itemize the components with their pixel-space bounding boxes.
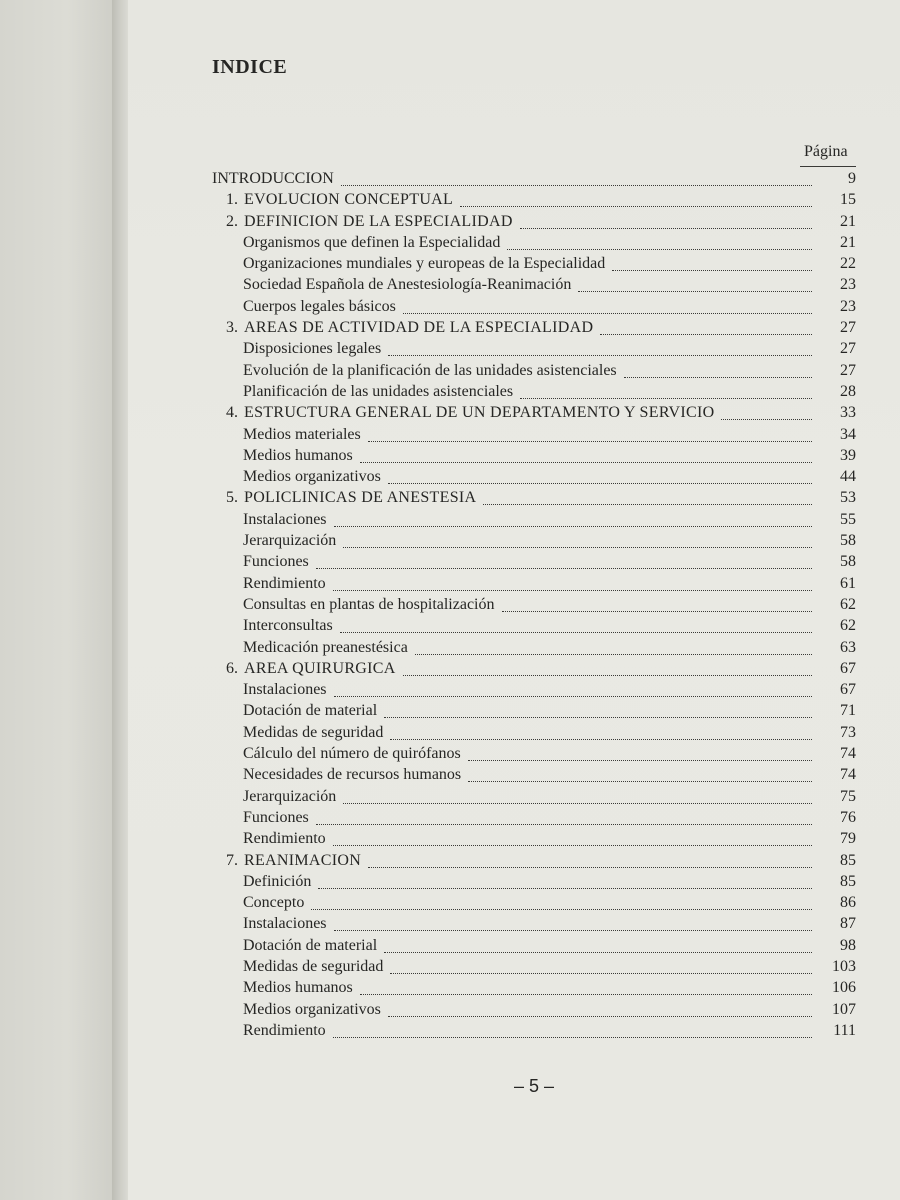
toc-entry [212,700,856,721]
dot-leader [390,971,812,974]
dot-leader [600,332,812,335]
dot-leader [388,1014,812,1017]
dot-leader [388,353,812,356]
entry-title: EVOLUCION CONCEPTUAL [244,191,454,209]
toc-entry [212,764,856,785]
entry-page-number: 44 [840,468,856,486]
entry-title: Consultas en plantas de hospitalización [243,595,495,613]
entry-title: AREAS DE ACTIVIDAD DE LA ESPECIALIDAD [244,319,594,337]
toc-entry [212,509,856,530]
entry-page-number: 67 [840,659,856,677]
toc-entry [212,487,856,508]
toc-entry [212,360,856,381]
toc-entry [212,168,856,189]
chapter-number: 5. [226,489,238,507]
toc-entry [212,956,856,977]
toc-entry [212,402,856,423]
entry-page-number: 27 [840,340,856,358]
dot-leader [507,247,812,250]
toc-entry [212,850,856,871]
dot-leader [318,886,812,889]
dot-leader [343,801,812,804]
entry-title: Medios humanos [243,446,353,464]
dot-leader [334,928,812,931]
page-footer [0,1076,900,1097]
entry-page-number: 63 [840,638,856,656]
entry-page-number: 71 [840,702,856,720]
dot-leader [334,524,812,527]
entry-page-number: 27 [840,319,856,337]
dot-leader [311,907,812,910]
toc-entry [212,424,856,445]
toc-entry [212,211,856,232]
entry-title: Cuerpos legales básicos [243,297,396,315]
dot-leader [390,737,812,740]
entry-page-number: 23 [840,276,856,294]
dot-leader [468,779,812,782]
toc-entry [212,999,856,1020]
entry-title: Medios materiales [243,425,361,443]
toc-entry [212,445,856,466]
index-heading: INDICE [212,56,288,78]
dot-leader [333,843,812,846]
dot-leader [520,226,812,229]
entry-page-number: 61 [840,574,856,592]
entry-title: Jerarquización [243,787,337,805]
entry-page-number: 62 [840,595,856,613]
dot-leader [502,609,812,612]
entry-page-number: 75 [840,787,856,805]
facing-page-edge [0,0,112,1200]
dot-leader [384,715,812,718]
dot-leader [333,588,812,591]
chapter-number: 1. [226,191,238,209]
entry-title: INTRODUCCION [212,170,334,187]
entry-page-number: 86 [840,894,856,912]
toc-entry [212,637,856,658]
entry-title: POLICLINICAS DE ANESTESIA [244,489,477,507]
entry-title: Medidas de seguridad [243,723,384,741]
entry-page-number: 107 [832,1000,856,1018]
dot-leader [340,630,812,633]
entry-page-number: 21 [840,212,856,230]
entry-page-number: 15 [840,191,856,209]
entry-title: DEFINICION DE LA ESPECIALIDAD [244,212,513,230]
toc-entry [212,935,856,956]
dot-leader [360,992,812,995]
toc-entry [212,338,856,359]
entry-title: Jerarquización [243,532,337,550]
dot-leader [388,481,812,484]
entry-title: Dotación de material [243,702,378,720]
dot-leader [360,460,812,463]
chapter-number: 7. [226,851,238,869]
entry-title: Instalaciones [243,681,327,699]
entry-page-number: 62 [840,617,856,635]
entry-title: Medicación preanestésica [243,638,408,656]
entry-page-number: 39 [840,446,856,464]
entry-page-number: 53 [840,489,856,507]
dot-leader [368,439,812,442]
toc-entry [212,828,856,849]
toc-entry [212,977,856,998]
entry-page-number: 85 [840,872,856,890]
dot-leader [415,652,812,655]
entry-title: Planificación de las unidades asistenciales [243,382,514,400]
entry-title: Rendimiento [243,1021,326,1039]
entry-page-number: 85 [840,851,856,869]
dot-leader [612,268,812,271]
toc-entry [212,594,856,615]
entry-page-number: 74 [840,766,856,784]
dot-leader [384,950,812,953]
toc-entry [212,232,856,253]
entry-page-number: 34 [840,425,856,443]
dot-leader [341,183,812,186]
dot-leader [483,502,812,505]
toc-entry [212,317,856,338]
entry-page-number: 9 [848,170,856,187]
entry-title: Rendimiento [243,574,326,592]
toc-entry [212,871,856,892]
chapter-number: 2. [226,212,238,230]
entry-title: Organizaciones mundiales y europeas de la Especialidad [243,255,606,273]
toc-entry [212,551,856,572]
toc-entry [212,274,856,295]
dot-leader [316,566,812,569]
toc-entry [212,615,856,636]
entry-title: Sociedad Española de Anestesiología-Reanimación [243,276,572,294]
entry-title: Evolución de la planificación de las unidades asistenciales [243,361,617,379]
entry-title: Funciones [243,553,309,571]
entry-title: Disposiciones legales [243,340,382,358]
dot-leader [403,673,812,676]
entry-title: Medios organizativos [243,468,381,486]
chapter-number: 6. [226,659,238,677]
dot-leader [343,545,812,548]
dot-leader [403,311,812,314]
entry-page-number: 79 [840,830,856,848]
table-of-contents [212,168,856,1041]
toc-entry [212,807,856,828]
dot-leader [333,1035,812,1038]
entry-page-number: 106 [832,979,856,997]
entry-page-number: 74 [840,745,856,763]
page-column-label: Página [804,143,848,160]
dot-leader [578,289,812,292]
entry-title: Medios organizativos [243,1000,381,1018]
dot-leader [316,822,812,825]
toc-entry [212,189,856,210]
entry-title: Medios humanos [243,979,353,997]
entry-page-number: 98 [840,936,856,954]
toc-entry [212,658,856,679]
entry-title: ESTRUCTURA GENERAL DE UN DEPARTAMENTO Y SERVICIO [244,404,715,422]
toc-entry [212,530,856,551]
dot-leader [520,396,812,399]
entry-page-number: 55 [840,510,856,528]
entry-title: Instalaciones [243,915,327,933]
chapter-number: 4. [226,404,238,422]
entry-page-number: 103 [832,957,856,975]
toc-entry [212,253,856,274]
dot-leader [468,758,812,761]
page-column-rule [800,166,856,167]
entry-title: Medidas de seguridad [243,957,384,975]
entry-page-number: 28 [840,382,856,400]
entry-title: REANIMACION [244,851,362,869]
entry-title: Organismos que definen la Especialidad [243,233,501,251]
entry-title: Necesidades de recursos humanos [243,766,462,784]
entry-page-number: 73 [840,723,856,741]
entry-page-number: 23 [840,297,856,315]
chapter-number: 3. [226,319,238,337]
entry-title: Dotación de material [243,936,378,954]
entry-title: Rendimiento [243,830,326,848]
dot-leader [368,865,812,868]
entry-page-number: 33 [840,404,856,422]
toc-entry [212,466,856,487]
entry-title: Concepto [243,894,305,912]
dot-leader [460,204,812,207]
entry-page-number: 87 [840,915,856,933]
entry-page-number: 67 [840,681,856,699]
entry-title: Funciones [243,808,309,826]
page-number: – 5 – [514,1076,555,1096]
entry-page-number: 111 [833,1021,856,1039]
entry-title: Interconsultas [243,617,333,635]
toc-entry [212,722,856,743]
entry-page-number: 27 [840,361,856,379]
toc-entry [212,913,856,934]
dot-leader [334,694,812,697]
toc-entry [212,1020,856,1041]
toc-entry [212,892,856,913]
dot-leader [624,375,812,378]
toc-entry [212,296,856,317]
entry-title: Cálculo del número de quirófanos [243,745,461,763]
toc-entry [212,743,856,764]
toc-entry [212,786,856,807]
entry-page-number: 22 [840,255,856,273]
entry-page-number: 76 [840,808,856,826]
entry-title: Instalaciones [243,510,327,528]
entry-title: AREA QUIRURGICA [244,659,396,677]
toc-entry [212,573,856,594]
entry-page-number: 58 [840,532,856,550]
dot-leader [721,417,812,420]
entry-page-number: 58 [840,553,856,571]
entry-title: Definición [243,872,312,890]
entry-page-number: 21 [840,233,856,251]
toc-entry [212,679,856,700]
toc-entry [212,381,856,402]
